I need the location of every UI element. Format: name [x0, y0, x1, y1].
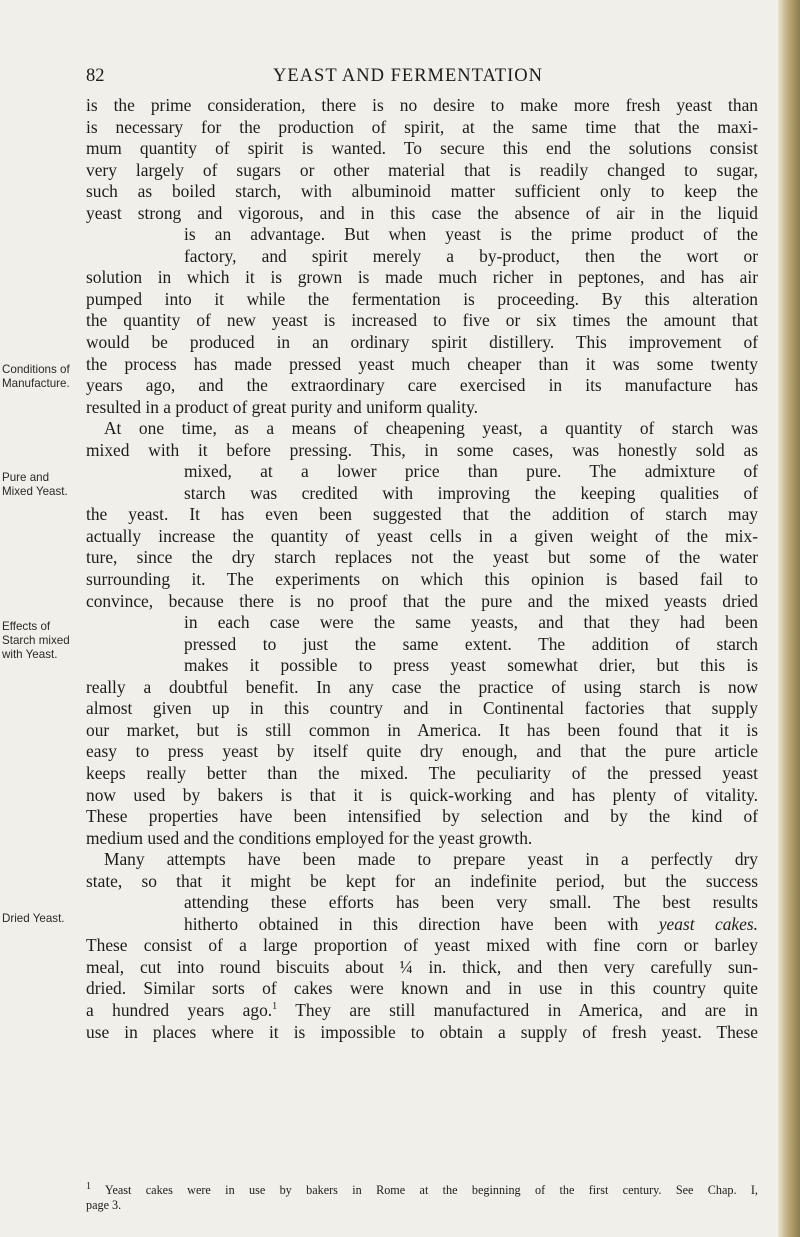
text-line: use in places where it is impossible to obtain a supply of fresh yeast. These: [86, 1021, 758, 1042]
footnote-line: $^1$ Yeast cakes were in use by bakers in Rome at the beginning of the first century. See Chap. I,: [86, 1180, 758, 1197]
margin-note-starch-effects: Effects of Starch mixed with Yeast.: [2, 620, 70, 661]
fraction: ¼: [399, 956, 413, 977]
text-line: mixed, at a lower price than pure. The admixture of: [184, 461, 758, 482]
text-line: very largely of sugars or other material that is readily changed to sugar,: [86, 159, 758, 180]
footnote: [86, 1180, 758, 1213]
italic-term: yeast cakes.: [658, 913, 758, 934]
text-line: These properties have been intensified by selection and by the kind of: [86, 806, 758, 827]
text-line: starch was credited with improving the keeping qualities of: [184, 482, 758, 503]
text-line: dried. Similar sorts of cakes were known and in use in this country quite: [86, 978, 758, 999]
text-line: mixed with it before pressing. This, in some cases, was honestly sold as: [86, 439, 758, 460]
text-line: easy to press yeast by itself quite dry enough, and that the pure article: [86, 741, 758, 762]
page-edge: [778, 0, 800, 1237]
text-line: in each case were the same yeasts, and that they had been: [184, 612, 758, 633]
margin-note-pure-mixed: Pure and Mixed Yeast.: [2, 471, 68, 498]
text-line: These consist of a large proportion of yeast mixed with fine corn or barley: [86, 935, 758, 956]
text-line: almost given up in this country and in Continental factories that supply: [86, 698, 758, 719]
text-line: our market, but is still common in America. It has been found that it is: [86, 719, 758, 740]
text-line: actually increase the quantity of yeast cells in a given weight of the mix-: [86, 525, 758, 546]
margin-note-conditions: Conditions of Manufacture.: [2, 363, 70, 390]
text-line: such as boiled starch, with albuminoid matter sufficient only to keep the: [86, 181, 758, 202]
text-line: a hundred years ago.$^1$ They are still manufactured in America, and are in: [86, 999, 758, 1020]
text-line: the quantity of new yeast is increased to five or six times the amount that: [86, 310, 758, 331]
margin-note-dried-yeast: Dried Yeast.: [2, 912, 65, 925]
text-line: convince, because there is no proof that the pure and the mixed yeasts dried: [86, 590, 758, 611]
text-line: keeps really better than the mixed. The peculiarity of the pressed yeast: [86, 762, 758, 783]
text-line: medium used and the conditions employed for the yeast growth.: [86, 827, 533, 848]
text-line: meal, cut into round biscuits about ¼ in. thick, and then very carefully sun-: [86, 956, 758, 977]
body-text: [86, 95, 758, 1043]
text-line: state, so that it might be kept for an indefinite period, but the success: [86, 870, 758, 891]
footnote-mark: 1: [86, 1180, 91, 1192]
text-line: attending these efforts has been very small. The best results: [184, 892, 758, 913]
footnote-line: page 3.: [86, 1198, 122, 1212]
footnote-ref: 1: [272, 1001, 278, 1013]
text-line: At one time, as a means of cheapening yeast, a quantity of starch was: [104, 418, 758, 439]
running-title: YEAST AND FERMENTATION: [273, 66, 543, 86]
text-line: pressed to just the same extent. The addition of starch: [184, 633, 758, 654]
text-line: the yeast. It has even been suggested that the addition of starch may: [86, 504, 758, 525]
text-line: Many attempts have been made to prepare yeast in a perfectly dry: [104, 849, 758, 870]
text-line: surrounding it. The experiments on which this opinion is based fail to: [86, 569, 758, 590]
text-line: resulted in a product of great purity and uniform quality.: [86, 396, 478, 417]
text-line: the process has made pressed yeast much cheaper than it was some twenty: [86, 353, 758, 374]
text-line: is an advantage. But when yeast is the prime product of the: [184, 224, 758, 245]
text-line: factory, and spirit merely a by-product, then the wort or: [184, 245, 758, 266]
text-line: would be produced in an ordinary spirit distillery. This improvement of: [86, 332, 758, 353]
text-line: mum quantity of spirit is wanted. To secure this end the solutions consist: [86, 138, 758, 159]
text-line: makes it possible to press yeast somewhat drier, but this is: [184, 655, 758, 676]
text-line: years ago, and the extraordinary care exercised in its manufacture has: [86, 375, 758, 396]
text-line: yeast strong and vigorous, and in this case the absence of air in the liquid: [86, 202, 758, 223]
text-line: ture, since the dry starch replaces not the yeast but some of the water: [86, 547, 758, 568]
page-header: [58, 66, 758, 90]
text-line: now used by bakers is that it is quick-working and has plenty of vitality.: [86, 784, 758, 805]
text-line: is necessary for the production of spirit, at the same time that the maxi-: [86, 116, 758, 137]
text-line: hitherto obtained in this direction have been with yeast cakes.: [184, 913, 758, 934]
text-line: is the prime consideration, there is no desire to make more fresh yeast than: [86, 95, 758, 115]
text-line: solution in which it is grown is made much richer in peptones, and has air: [86, 267, 758, 288]
text-line: really a doubtful benefit. In any case the practice of using starch is now: [86, 676, 758, 697]
page-number: 82: [86, 66, 105, 86]
text-line: pumped into it while the fermentation is proceeding. By this alteration: [86, 288, 758, 309]
